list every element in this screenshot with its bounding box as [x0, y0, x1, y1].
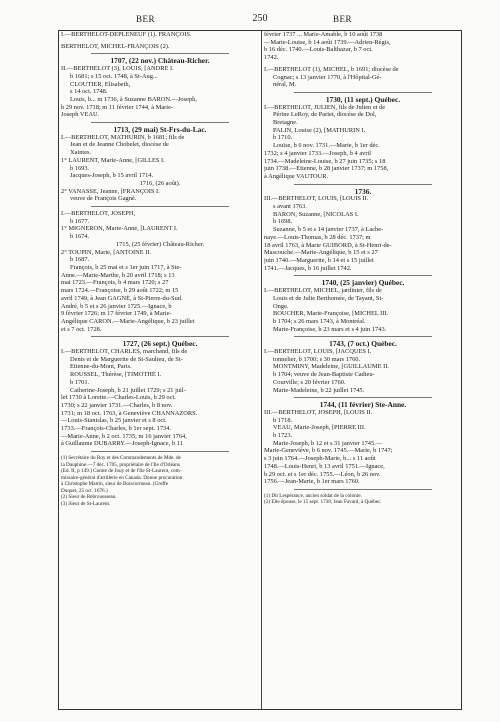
separator-rule	[294, 489, 432, 490]
text-line: s avant 1763.	[273, 203, 307, 211]
entry-heading: 1736.	[354, 187, 372, 196]
text-line: et s 7 oct. 1728.	[61, 325, 102, 333]
column-divider	[261, 31, 262, 709]
text-line: mai 1723.—François, b 4 mars 1720; s 27	[61, 279, 169, 287]
page	[58, 10, 462, 710]
text-line: 1° MIGNERON, Marie-Anne, [LAURENT I.	[61, 225, 178, 233]
text-line: 1715, (25 février) Château-Richer.	[115, 240, 205, 248]
text-line: Louis et de Julie Berthomée, de Tayant, St-	[273, 294, 384, 302]
text-line: 1742.	[264, 54, 279, 62]
text-line: b 1681; s 15 oct. 1748, à St-Aug...	[70, 72, 158, 80]
text-line: 18 avril 1763, à Marie GUIBORD, à St-Henri-de-	[264, 241, 392, 249]
text-line: néral, M.	[273, 81, 297, 89]
text-line: avril 1749, à Jean GAGNÉ, à St-Pierre-du-Sud.	[61, 294, 183, 302]
header-left-keyword: BER	[136, 14, 156, 24]
text-line: b 1704; veuve de Jean-Baptiste Cadieu-	[273, 371, 375, 379]
separator-rule	[91, 122, 229, 123]
separator-rule	[91, 206, 229, 207]
separator-rule	[91, 336, 229, 337]
entry-heading: 1743, (7 oct.) Québec.	[329, 340, 397, 349]
text-line: ROUSSEL, Thérèse, [TIMOTHÉ I.	[70, 371, 162, 379]
text-line: II.—BERTHELOT (3), LOUIS, [ANDRÉ I.	[61, 65, 174, 73]
text-line: Cognac; s 13 janvier 1770, à l'Hôpital-Gé-	[273, 73, 382, 81]
text-line: André, b 5 et s 26 janvier 1725.—Ignace, b	[61, 302, 172, 310]
text-line: III.—BERTHELOT, JOSEPH, [LOUIS II.	[264, 408, 373, 416]
text-line: Courville; s 20 février 1760.	[273, 378, 346, 386]
text-line: I.—BERTHELOT, LOUIS, [JACQUES I.	[264, 348, 372, 356]
text-line: veuve de François Gagné.	[70, 195, 137, 203]
text-line: BOUCHER, Marie-Françoise, [MICHEL III.	[273, 310, 389, 318]
text-line: Anne.—Marie-Marthe, b 20 avril 1718; s 13	[61, 271, 175, 279]
text-line: juin 1738.—Etienne, b 28 janvier 1737; m 1758,	[264, 165, 389, 173]
text-line: Etienne-du-Mont, Paris.	[70, 363, 132, 371]
text-line: Marie-Madeleine, b 22 juillet 1745.	[273, 386, 365, 394]
text-line: b 1718.	[273, 416, 293, 424]
text-frame	[58, 30, 462, 710]
text-line: 1741.—Jacques, b 16 juillet 1742.	[264, 264, 352, 272]
left-column	[61, 31, 259, 507]
text-line: let 1730 à Lorette.—Charles-Louis, b 29 oct.	[61, 394, 176, 402]
text-line: Denis et de Marguerite de St-Saulieu, de St-	[70, 355, 183, 363]
text-line: I.—BERTHELOT (1), MICHEL, b 1691; diocèse de	[264, 65, 399, 73]
text-line: b 1687.	[70, 256, 90, 264]
text-line: MONTMINY, Madeleine, [GUILLAUME II.	[273, 363, 389, 371]
text-line: b 1704; s 26 mars 1743, à Montréal.	[273, 317, 366, 325]
right-column	[264, 31, 462, 506]
text-line: Catherine-Joseph, b 21 juillet 1729; s 21 juil-	[70, 386, 186, 394]
footnote-line: (3) Sieur de St-Laurent.	[61, 500, 111, 507]
text-line: I.—BERTHELOT, MICHEL, jardinier, fils de	[264, 287, 382, 295]
text-line: —Marie-Anne, b 2 oct. 1735; m 16 janvier 1764,	[61, 432, 187, 440]
text-line: 1732; s 4 janvier 1733.—Joseph, b 4 avril	[264, 149, 372, 157]
text-line: 1756.—Jean-Marie, b 1er mars 1760.	[264, 478, 360, 486]
text-line: Louise, b 6 nov. 1731.—Marie, b 1er déc.	[273, 142, 380, 150]
text-line: PALIN, Louise (2), [MATHURIN I.	[273, 126, 366, 134]
text-line: Joseph VEAU.	[61, 111, 100, 119]
footnote-line: (Ed. II, p 149.) Comte de Jouy et de l'Ile St-Laurent, com-	[61, 468, 182, 475]
text-line: VEAU, Marie-Joseph, [PIERRE III.	[273, 424, 366, 432]
text-line: 1733.—François-Charles, b 1er sept. 1734.	[61, 425, 172, 433]
footnote-line: (2) Sieur de Rebroussseau.	[61, 494, 117, 501]
entry-heading: 1744, (11 février) Ste-Anne.	[319, 401, 407, 409]
text-line: b 1674.	[70, 233, 90, 241]
text-line: b 29 nov. 1718; m 11 février 1744, à Marie-	[61, 103, 174, 111]
text-line: mars 1724.—Françoise, b 29 août 1722; m 15	[61, 287, 179, 295]
running-header	[58, 10, 462, 28]
text-line: Marie-Geneviève, b 6 nov. 1745.—Marie, b 1747;	[264, 447, 393, 455]
text-line: à Guillaume DUBARRY.—Joseph-Ignace, b 11	[61, 440, 183, 448]
separator-rule	[294, 92, 432, 93]
entry-heading: 1730, (11 sept.) Québec.	[325, 95, 401, 104]
text-line: Marie-Françoise, b 23 mars et s 4 juin 1743.	[273, 325, 387, 333]
text-line: b 16 déc. 1740.—Louis-Balthazar, b 7 oct.	[264, 46, 373, 54]
footnote-line: la Dauphine.—7 déc. 1705, propriétaire de l'Ile d'Orléans	[61, 461, 180, 468]
text-line: à Angélique VAUTOUR.	[264, 172, 329, 180]
text-line: III.—BERTHELOT, LOUIS, [LOUIS II.	[264, 195, 369, 203]
text-line: —Marie-Louise, b 14 août 1739.—Adrien-Régis,	[264, 38, 391, 46]
text-line: b 1693.	[70, 164, 90, 172]
text-line: s 14 oct. 1748.	[70, 88, 108, 96]
text-line: I.—BERTHELOT, MATHURIN, b 1681; fils de	[61, 133, 185, 141]
text-line: b 29 oct. et s 1er déc. 1755.—Léon, b 26 nov.	[264, 470, 381, 478]
text-line: tonnelier, b 1700; s 30 mars 1760.	[273, 355, 361, 363]
text-line: Xaintes.	[70, 149, 92, 157]
entry-heading: 1727, (26 sept.) Québec.	[122, 340, 198, 349]
text-line: I.—BERTHELOT, JULIEN, fils de Julien et de	[264, 103, 386, 111]
text-line: 2° VANASSE, Jeanne, [FRANÇOIS I.	[61, 187, 160, 195]
text-line: 2° TOUPIN, Marie, [ANTOINE II.	[61, 248, 152, 256]
text-line: François, b 25 mai et s 1er juin 1717, à Ste-	[70, 263, 182, 271]
text-line: février 1737 ... Marie-Amable, b 10 août 1738	[264, 31, 383, 38]
text-line: 1748.—Louis-Henri, b 13 avril 1751.—Ignace,	[264, 462, 385, 470]
entry-heading: 1740, (25 janvier) Québec.	[321, 279, 405, 288]
text-line: I.—BERTHELOT, JOSEPH,	[61, 210, 136, 218]
separator-rule	[91, 451, 229, 452]
text-line: I.—BERTHELOT, CHARLES, marchand, fils de	[61, 348, 188, 356]
text-line: BERTHELOT, MICHEL-FRANÇOIS (2).	[61, 42, 170, 50]
text-line: Jacques-Joseph, b 15 avril 1714.	[70, 172, 154, 180]
text-line: s 3 juin 1764.—Joseph-Marie, b... s 11 août	[264, 455, 376, 463]
text-line: naye.—Louis-Thomas, b 28 déc. 1737; m	[264, 233, 371, 241]
text-line: Onge.	[273, 302, 289, 310]
text-line: b 1723.	[273, 432, 293, 440]
separator-rule	[294, 184, 432, 185]
text-line: Angélique CARON.—Marie-Angélique, b 23 juillet	[61, 317, 195, 325]
text-line: Jean et de Jeanne Chobelet, diocèse de	[70, 141, 169, 149]
text-line: b 1701.	[70, 378, 90, 386]
footnote-line: à Christophe Martin, sieur de Boiscormeau. (Greffe	[61, 481, 169, 488]
text-line: CLOUTIER, Elisabeth,	[70, 80, 131, 88]
page-number: 250	[252, 13, 268, 24]
text-line: Suzanne, b 5 et s 14 janvier 1737, à Lache-	[273, 226, 384, 234]
text-line: BARON, Suzanne, [NICOLAS I.	[273, 210, 359, 218]
text-line: Mascouche.—Marie-Angélique, b 15 et s 27	[264, 249, 378, 257]
footnote-line: (2) Elle épouse, le 15 sept. 1738, Jean Favard, à Québec.	[264, 499, 382, 506]
header-right-keyword: BER	[332, 14, 352, 24]
text-line: I.—BERTHELOT-DEPLENEUF (1). FRANÇOIS.	[61, 31, 192, 38]
text-line: 1716, (26 août).	[139, 179, 181, 187]
footnote-line: (1) Secrétaire du Roy et des Commandements de Mde. de	[61, 455, 181, 462]
separator-rule	[294, 397, 432, 398]
text-line: b 1710.	[273, 134, 293, 142]
text-line: Périne LeRoy, de Pariet, diocèse de Dol,	[273, 111, 377, 119]
text-line: b 1698.	[273, 218, 293, 226]
text-line: 1730; s 22 janvier 1731.—Charles, b 8 nov.	[61, 401, 173, 409]
footnote-line: Duquet, 25 oct. 1676.)	[61, 487, 108, 494]
text-line: 1731; m 18 oct. 1763, à Geneviève CHANNAZORS.	[61, 409, 198, 417]
footnote-line: (1) Dit Lespérance, ancien soldat de la colonie.	[264, 492, 362, 499]
text-line: juin 1740.—Marguerite, b 14 et s 15 juillet	[264, 256, 374, 264]
text-line: 1734.—Madeleine-Louise, b 27 juin 1735; s 18	[264, 157, 386, 165]
text-line: —Louis-Stanislas, b 25 janvier et s 8 oct.	[61, 417, 167, 425]
entry-heading: 1713, (29 mai) St-Frs-du-Lac.	[113, 126, 207, 134]
text-line: Marie-Joseph, b 12 et s 31 janvier 1745.—	[273, 439, 383, 447]
separator-rule	[294, 336, 432, 337]
separator-rule	[91, 53, 229, 54]
text-line: Bretagne.	[273, 119, 298, 127]
separator-rule	[294, 275, 432, 276]
text-line: b 1677.	[70, 217, 90, 225]
footnote-line: missaire-général d'artillerie en Canada. Donne procuration	[61, 474, 183, 481]
text-line: 9 février 1726; m 17 février 1749, à Marie-	[61, 310, 172, 318]
entry-heading: 1707, (22 nov.) Château-Richer.	[110, 57, 210, 66]
text-line: Louis, b... m 1736, à Suzanne BARON.—Joseph,	[70, 95, 197, 103]
text-line: 1° LAURENT, Marie-Anne, [GILLES I.	[61, 156, 165, 164]
